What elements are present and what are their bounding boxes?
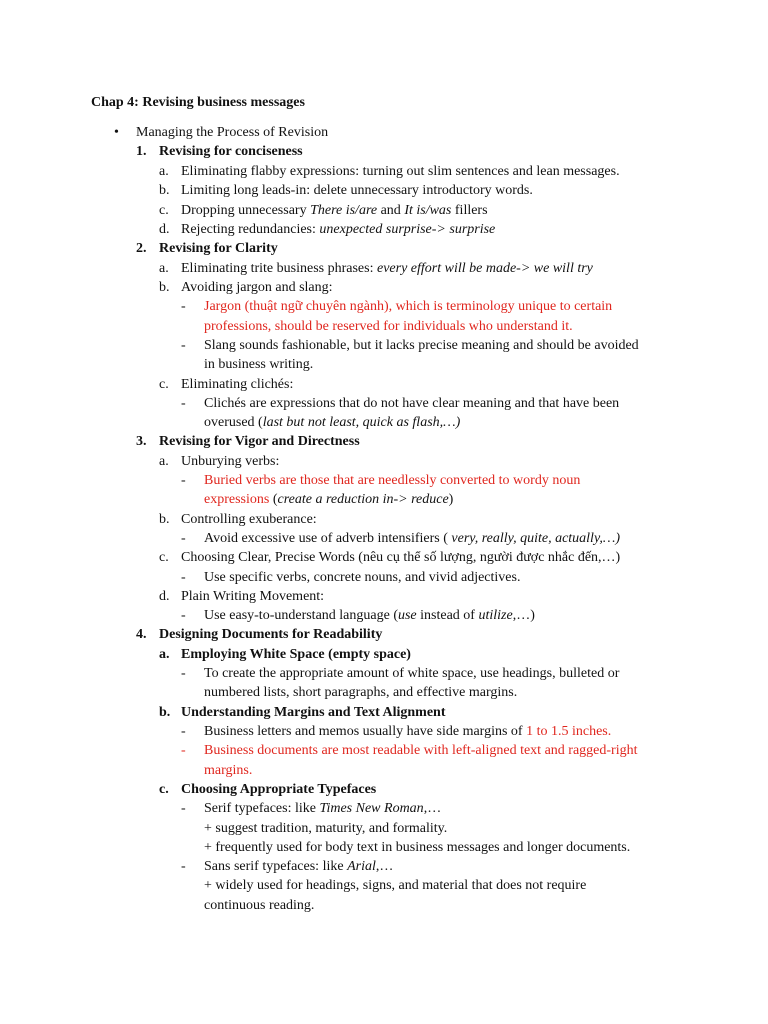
section-number: 1.: [136, 144, 147, 159]
text-run: ,…: [423, 801, 442, 816]
dash-marker: -: [181, 338, 186, 353]
list-item: Controlling exuberance:: [181, 512, 317, 527]
dash-item: [204, 801, 441, 817]
top-bullet-text: Managing the Process of Revision: [136, 125, 329, 140]
italic-run: unexpected surprise-> surprise: [319, 222, 496, 237]
dash-marker: -: [181, 801, 186, 816]
plus-note: + suggest tradition, maturity, and formality.: [204, 821, 448, 836]
list-marker: b.: [159, 512, 170, 527]
list-item: Eliminating flabby expressions: turning out slim sentences and lean messages.: [181, 164, 620, 179]
dash-marker: -: [181, 473, 186, 488]
dash-item: [204, 531, 620, 547]
dash-marker: -: [181, 531, 186, 546]
list-marker: b.: [159, 280, 170, 295]
plus-note: + widely used for headings, signs, and material that does not require: [204, 878, 587, 893]
list-marker: a.: [159, 647, 170, 662]
dash-marker: -: [181, 859, 186, 874]
dash-item: To create the appropriate amount of white space, use headings, bulleted or: [204, 666, 620, 681]
dash-marker: -: [181, 570, 186, 585]
text-run: overused (: [204, 415, 263, 430]
italic-run: very, really, quite, actually,…): [451, 531, 620, 546]
dash-item-cont: [204, 415, 460, 431]
dash-marker: -: [181, 724, 186, 739]
bullet-icon: •: [114, 125, 119, 140]
list-marker: b.: [159, 705, 171, 720]
text-run: fillers: [451, 203, 488, 218]
plus-note: + frequently used for body text in business messages and longer documents.: [204, 840, 631, 855]
dash-item-cont: in business writing.: [204, 357, 314, 372]
section-number: 4.: [136, 627, 147, 642]
italic-run: Arial: [347, 859, 376, 874]
list-item: Unburying verbs:: [181, 454, 280, 469]
list-marker: a.: [159, 261, 169, 276]
list-marker: c.: [159, 203, 169, 218]
italic-run: It is/was: [404, 203, 452, 218]
list-item: [181, 203, 488, 219]
dash-marker: -: [181, 396, 186, 411]
dash-item: Use specific verbs, concrete nouns, and vivid adjectives.: [204, 570, 521, 585]
red-run: 1 to 1.5 inches.: [526, 724, 612, 739]
text-run: Eliminating trite business phrases:: [181, 261, 377, 276]
italic-run: create a reduction in-> reduce: [277, 492, 449, 507]
dash-item-red: Buried verbs are those that are needlessly converted to wordy noun: [204, 473, 581, 488]
dash-item-red-cont: professions, should be reserved for individuals who understand it.: [204, 319, 573, 334]
section-heading: Revising for Vigor and Directness: [159, 434, 360, 449]
page-title: Chap 4: Revising business messages: [91, 95, 305, 110]
dash-marker: -: [181, 743, 186, 758]
list-marker: a.: [159, 454, 169, 469]
list-marker: c.: [159, 550, 169, 565]
list-marker: c.: [159, 782, 169, 797]
text-run: Dropping unnecessary: [181, 203, 311, 218]
section-number: 3.: [136, 434, 147, 449]
list-marker: d.: [159, 589, 170, 604]
dash-item-red: Business documents are most readable with left-aligned text and ragged-right: [204, 743, 638, 758]
text-run: (: [269, 492, 278, 507]
text-run: Serif typefaces: like: [204, 801, 320, 816]
list-item: Avoiding jargon and slang:: [181, 280, 333, 295]
list-marker: c.: [159, 377, 169, 392]
text-run: Avoid excessive use of adverb intensifiers (: [204, 531, 452, 546]
list-item: [181, 261, 593, 277]
list-item: Choosing Clear, Precise Words (nêu cụ thể số lượng, người được nhắc đến,…): [181, 550, 621, 565]
section-heading: Designing Documents for Readability: [159, 627, 383, 642]
text-run: Rejecting redundancies:: [181, 222, 320, 237]
italic-run: use: [397, 608, 417, 623]
section-heading: Revising for conciseness: [159, 144, 303, 159]
text-run: Use easy-to-understand language (: [204, 608, 398, 623]
dash-item-red: Jargon (thuật ngữ chuyên ngành), which is terminology unique to certain: [204, 299, 613, 314]
subsection-heading: Choosing Appropriate Typefaces: [181, 782, 377, 797]
list-marker: d.: [159, 222, 170, 237]
subsection-heading: Employing White Space (empty space): [181, 647, 411, 662]
list-item: Eliminating clichés:: [181, 377, 294, 392]
list-item: [181, 222, 495, 238]
text-run: ,…): [512, 608, 535, 623]
dash-marker: -: [181, 299, 186, 314]
dash-item: Clichés are expressions that do not have clear meaning and that have been: [204, 396, 620, 411]
list-marker: a.: [159, 164, 169, 179]
dash-item: [204, 859, 393, 875]
text-run: Business letters and memos usually have side margins of: [204, 724, 527, 739]
italic-run: Times New Roman: [319, 801, 424, 816]
italic-run: last but not least, quick as flash,…): [262, 415, 461, 430]
red-run: expressions: [204, 492, 270, 507]
section-number: 2.: [136, 241, 147, 256]
text-run: and: [377, 203, 405, 218]
list-marker: b.: [159, 183, 170, 198]
text-run: instead of: [416, 608, 479, 623]
dash-item: [204, 724, 611, 740]
text-run: Sans serif typefaces: like: [204, 859, 348, 874]
dash-item-red-cont: margins.: [204, 763, 253, 778]
text-run: ,…: [375, 859, 394, 874]
list-item: Limiting long leads-in: delete unnecessary introductory words.: [181, 183, 533, 198]
dash-item: Slang sounds fashionable, but it lacks precise meaning and should be avoided: [204, 338, 639, 353]
dash-item: [204, 608, 535, 624]
italic-run: every effort will be made-> we will try: [376, 261, 593, 276]
plus-note-cont: continuous reading.: [204, 898, 315, 913]
dash-item-cont: numbered lists, short paragraphs, and effective margins.: [204, 685, 518, 700]
dash-marker: -: [181, 666, 186, 681]
subsection-heading: Understanding Margins and Text Alignment: [181, 705, 446, 720]
italic-run: There is/are: [310, 203, 378, 218]
italic-run: utilize: [478, 608, 513, 623]
dash-item-cont: [204, 492, 453, 508]
list-item: Plain Writing Movement:: [181, 589, 325, 604]
text-run: ): [448, 492, 454, 507]
section-heading: Revising for Clarity: [159, 241, 278, 256]
dash-marker: -: [181, 608, 186, 623]
